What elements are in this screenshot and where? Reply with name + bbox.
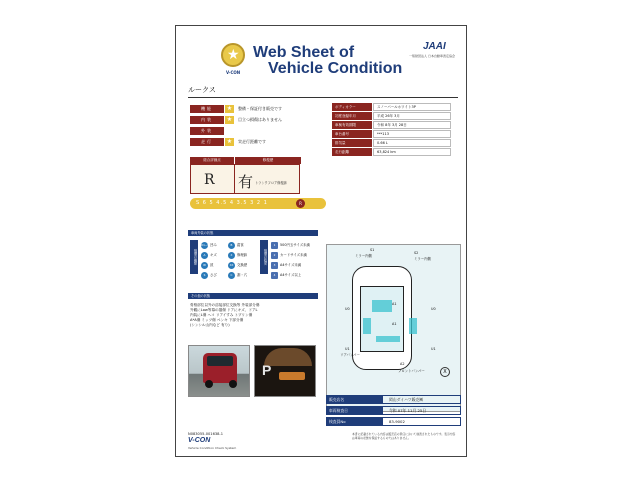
dealer-label-date: 車両検査日 bbox=[326, 406, 382, 415]
info-label-registration: 初度登録年月 bbox=[332, 112, 372, 120]
diagram-label: A1 bbox=[392, 302, 397, 306]
info-label-mileage: 走行距離 bbox=[332, 148, 372, 156]
jaai-logo: JAAI bbox=[423, 41, 446, 52]
diagram-mark-x: X bbox=[440, 367, 450, 377]
info-value-chassis: ***113 bbox=[373, 130, 451, 138]
damage-code-icon: XX bbox=[229, 263, 234, 267]
rank-label-mileage: 走行 bbox=[190, 138, 224, 146]
damage-code-icon: S bbox=[201, 272, 208, 279]
damage-code-text: 波 bbox=[210, 263, 214, 267]
repair-history-note: トランクフロア修復跡 bbox=[255, 181, 287, 185]
note-line: (シンシル山内など 有り) bbox=[190, 323, 230, 327]
diagram-label: U1 bbox=[345, 347, 350, 351]
damage-code-icon: W bbox=[201, 262, 208, 269]
damage-code-text: 割・穴 bbox=[237, 273, 248, 277]
star-icon: ★ bbox=[226, 116, 233, 123]
jaai-org-name: 一般財団法人 日本自動車査定協会 bbox=[409, 54, 455, 58]
star-icon: ★ bbox=[226, 105, 233, 112]
size-code-icon: 2 bbox=[271, 252, 278, 259]
info-value-displacement: 0.66 L bbox=[373, 139, 451, 147]
system-name: Vehicle Condition Check System bbox=[188, 446, 237, 450]
rank-label-function: 機能 bbox=[190, 105, 224, 113]
diagram-label: U0 bbox=[345, 307, 350, 311]
size-code-icon: 3 bbox=[271, 262, 278, 269]
rank-text-function: 整備・保証付き販売です bbox=[238, 106, 282, 111]
note-line: A*A傷 ミッツ傷 ペンキ 下部分傷 bbox=[190, 318, 244, 322]
damage-panel-right bbox=[409, 318, 417, 334]
damage-code-icon: D1~W6 bbox=[201, 243, 212, 247]
car-wheel-shape bbox=[229, 380, 237, 388]
info-value-mileage: 63,824 km bbox=[373, 148, 451, 156]
damage-code-text: 修理跡 bbox=[237, 253, 248, 257]
info-label-color: ボディカラー bbox=[332, 103, 372, 111]
diagram-sublabel: リアバンパー bbox=[340, 353, 360, 357]
info-label-inspection: 車検有効期限 bbox=[332, 121, 372, 129]
info-label-displacement: 排気量 bbox=[332, 139, 372, 147]
damage-code-text: さび bbox=[210, 273, 217, 277]
vehicle-name: ルークス bbox=[188, 86, 216, 94]
sheet-number: N083055-001638-1 bbox=[188, 432, 224, 436]
score-scale-text: S 6 5 4.5 4 3.5 3 2 1 bbox=[196, 200, 268, 206]
diagram-label: U1 bbox=[431, 347, 436, 351]
dealer-label-inspector: 検査員No bbox=[326, 417, 382, 426]
damage-code-icon: A bbox=[201, 252, 208, 259]
vcon-footer-logo: V-CON bbox=[188, 437, 211, 444]
damage-code-text: 腐食 bbox=[237, 243, 244, 247]
diagram-label: S1 bbox=[370, 248, 375, 252]
diagram-sublabel: ミラー内側 bbox=[414, 257, 431, 261]
eval-header-repair: 修復歴 bbox=[235, 157, 301, 164]
damage-code-text: 交換歴 bbox=[237, 263, 248, 267]
size-code-text: A4サイズ以上 bbox=[280, 273, 302, 277]
star-icon: ★ bbox=[226, 138, 233, 145]
gear-p-icon: P bbox=[262, 362, 272, 378]
car-window-shape bbox=[207, 356, 233, 366]
damage-code-icon: X bbox=[228, 252, 235, 259]
vehicle-name-divider bbox=[188, 97, 458, 98]
note-line: 内装にL傷 ヘコ リアイすみ トプリン傷 bbox=[190, 313, 253, 317]
footer-disclaimer: 本書に記載されている内容は販売店の責任において検査されたものです。表示内容は車両の状態を保証するものではありません。 bbox=[352, 432, 456, 440]
diagram-label: A1 bbox=[392, 322, 397, 326]
size-code-icon: 1 bbox=[271, 242, 278, 249]
eval-score: R bbox=[204, 172, 215, 188]
score-scale-selected: R bbox=[296, 199, 305, 208]
diagram-sublabel: ミラー内側 bbox=[355, 254, 372, 258]
damage-size-label: 損傷の程度 bbox=[260, 240, 268, 274]
size-code-text: カードサイズ未満 bbox=[280, 253, 307, 257]
rank-label-exterior: 外装 bbox=[190, 127, 224, 135]
sheet-title-line1: Web Sheet of bbox=[253, 44, 355, 61]
diagram-label: U0 bbox=[431, 307, 436, 311]
star-icon: ★ bbox=[227, 47, 240, 63]
repair-history-mark: 有 bbox=[238, 173, 254, 191]
note-line: 骨格部位以外の溶接部位交換等 外装部分傷 bbox=[190, 303, 260, 307]
info-label-chassis: 車台番号 bbox=[332, 130, 372, 138]
vcon-emblem-text: V-CON bbox=[226, 70, 241, 75]
damage-panel-rear bbox=[376, 336, 400, 342]
meter-indicator-shape bbox=[279, 372, 305, 380]
size-code-text: A4サイズ未満 bbox=[280, 263, 302, 267]
exterior-condition-header: 車両外装の状態 bbox=[188, 230, 318, 236]
note-line: 外観にLow等幕の損傷 ドアにキズ、ドアL bbox=[190, 308, 258, 312]
dealer-value-inspector: 83-9002 bbox=[382, 417, 461, 426]
damage-code-icon: C bbox=[228, 272, 235, 279]
damage-code-text: キズ bbox=[210, 253, 217, 257]
damage-panel-left bbox=[363, 318, 371, 334]
diagram-label: S2 bbox=[414, 251, 419, 255]
eval-divider bbox=[234, 164, 235, 194]
rank-text-interior: 目立つ損傷はありません bbox=[238, 117, 282, 122]
other-condition-notes bbox=[190, 303, 320, 328]
dealer-value-name: 岡山ダイハツ販売㈱ bbox=[382, 395, 461, 404]
size-code-text: 500円玉サイズ未満 bbox=[280, 243, 310, 247]
info-value-color: スノーパールホワイト3P bbox=[373, 103, 451, 111]
info-value-registration: 平成 26年 3月 bbox=[373, 112, 451, 120]
rank-label-interior: 内装 bbox=[190, 116, 224, 124]
car-wheel-shape bbox=[205, 380, 213, 388]
diagram-sublabel: フロントバンパー bbox=[398, 369, 425, 373]
size-code-icon: 4 bbox=[271, 272, 278, 279]
other-condition-header: その他の状態 bbox=[188, 293, 318, 299]
damage-code-text: 凹み bbox=[210, 243, 217, 247]
damage-panel-front bbox=[372, 300, 392, 312]
sheet-title-line2: Vehicle Condition bbox=[268, 60, 403, 77]
damage-type-label: 損傷の種類 bbox=[190, 240, 198, 274]
rank-text-mileage: 実走行距離です bbox=[238, 139, 266, 144]
dealer-value-date: 令和 07年 11月 25日 bbox=[382, 406, 461, 415]
info-value-inspection: 令和 8年 3月 28日 bbox=[373, 121, 451, 129]
damage-code-icon: B bbox=[228, 242, 235, 249]
eval-header-score: 総合評価点 bbox=[190, 157, 234, 164]
diagram-label: A2 bbox=[400, 362, 405, 366]
dealer-label-name: 販売店名 bbox=[326, 395, 382, 404]
